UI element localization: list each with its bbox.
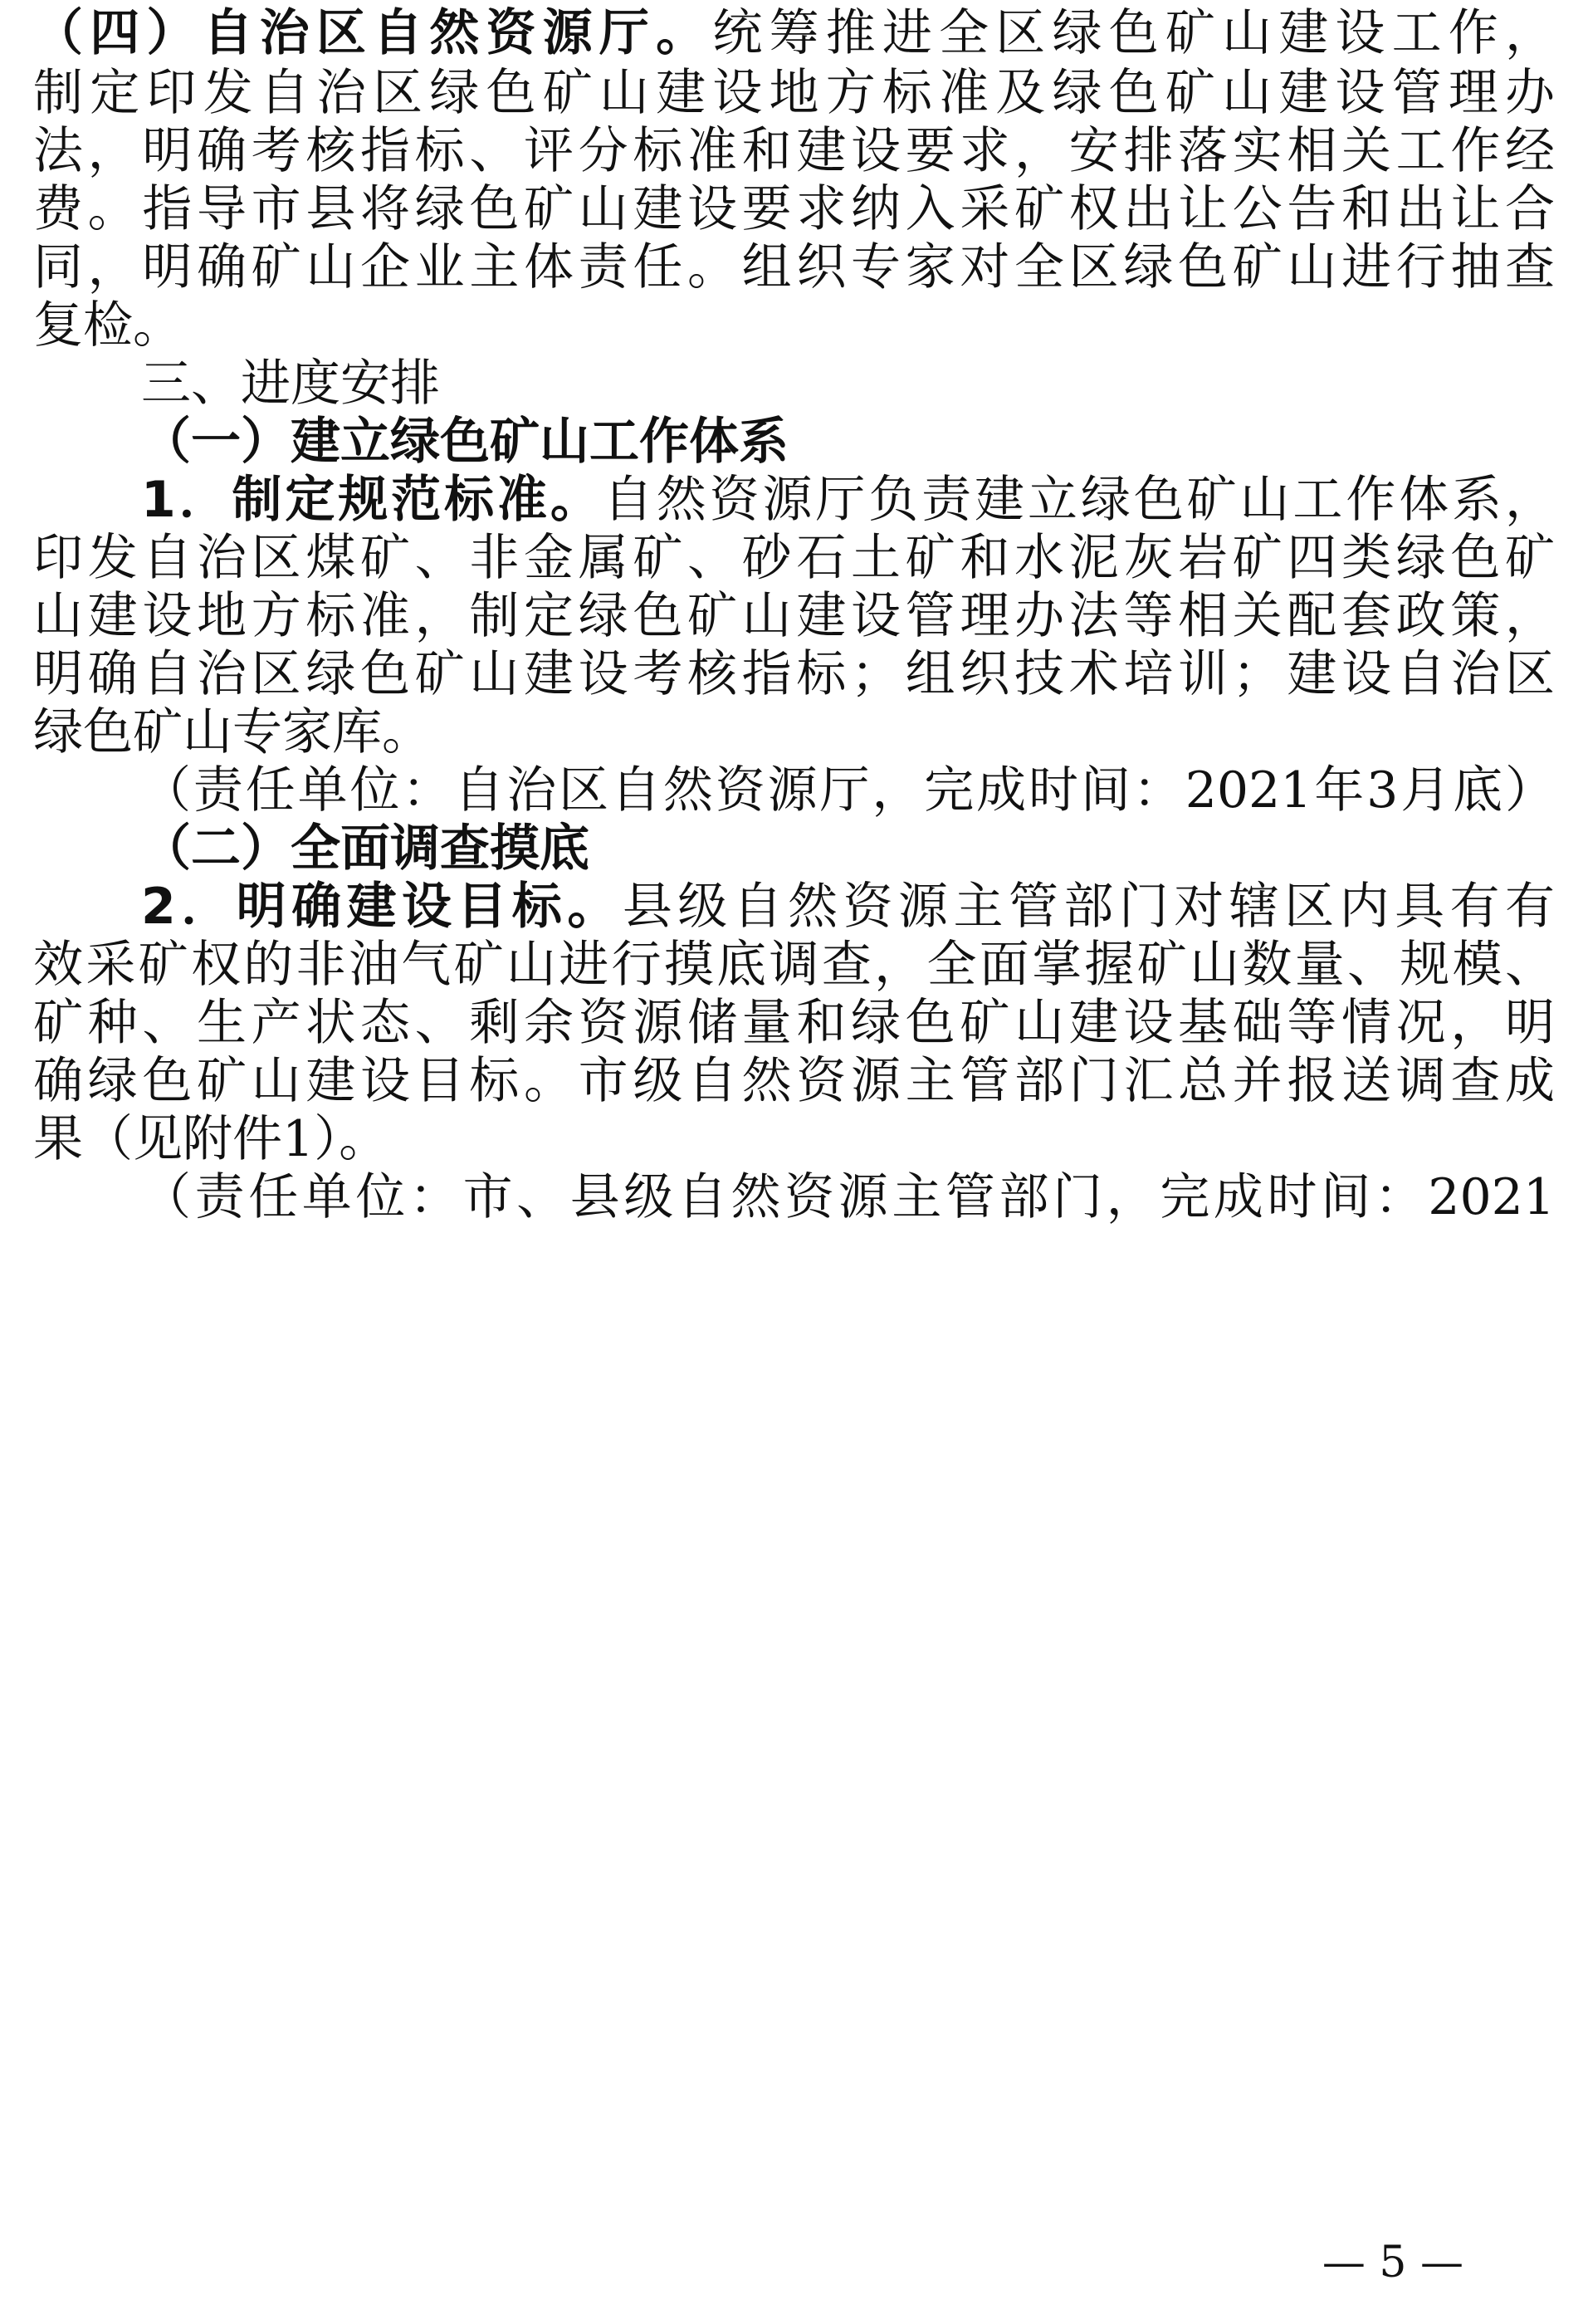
section-4-line-6: 复检。 [33, 296, 183, 355]
part-3-heading: 三、进度安排 [141, 355, 440, 413]
item-2-line-5: 果（见附件1）。 [33, 1110, 389, 1168]
item-1-line-1 [141, 467, 1555, 533]
section-4-line-1 [33, 0, 1555, 66]
page-number: — 5 — [1322, 2238, 1463, 2287]
item-1-line-4: 明确自治区绿色矿山建设考核指标；组织技术培训；建设自治区 [33, 645, 1555, 703]
item-2-line-2: 效采矿权的非油气矿山进行摸底调查，全面掌握矿山数量、规模、 [33, 936, 1555, 994]
section-4-text: 统筹推进全区绿色矿山建设工作， [712, 4, 1555, 62]
item-2-text: 县级自然资源主管部门对辖区内具有有 [622, 878, 1555, 936]
item-1-line-5: 绿色矿山专家库。 [33, 703, 432, 761]
section-4-line-4: 费。指导市县将绿色矿山建设要求纳入采矿权出让公告和出让合 [33, 180, 1555, 238]
item-1-heading: 1．制定规范标准。 [141, 471, 603, 529]
subsection-2-heading: （二）全面调查摸底 [141, 820, 589, 878]
item-2-heading: 2．明确建设目标。 [141, 878, 623, 936]
item-2-line-3: 矿种、生产状态、剩余资源储量和绿色矿山建设基础等情况，明 [33, 994, 1555, 1052]
item-1-line-2: 印发自治区煤矿、非金属矿、砂石土矿和水泥灰岩矿四类绿色矿 [33, 529, 1555, 587]
item-1-text: 自然资源厅负责建立绿色矿山工作体系， [603, 471, 1555, 529]
item-2-line-1 [141, 873, 1555, 940]
section-4-line-5: 同，明确矿山企业主体责任。组织专家对全区绿色矿山进行抽查 [33, 238, 1555, 296]
item-2-responsibility: （责任单位：市、县级自然资源主管部门，完成时间：2021 [141, 1168, 1555, 1226]
subsection-1-heading: （一）建立绿色矿山工作体系 [141, 413, 789, 471]
section-4-heading: （四）自治区自然资源厅。 [33, 4, 713, 62]
item-1-responsibility: （责任单位：自治区自然资源厅，完成时间：2021年3月底） [141, 761, 1555, 820]
section-4-line-3: 法，明确考核指标、评分标准和建设要求，安排落实相关工作经 [33, 122, 1555, 180]
item-2-line-4: 确绿色矿山建设目标。市级自然资源主管部门汇总并报送调查成 [33, 1052, 1555, 1110]
item-1-line-3: 山建设地方标准，制定绿色矿山建设管理办法等相关配套政策， [33, 587, 1555, 645]
section-4-line-2: 制定印发自治区绿色矿山建设地方标准及绿色矿山建设管理办 [33, 64, 1555, 122]
